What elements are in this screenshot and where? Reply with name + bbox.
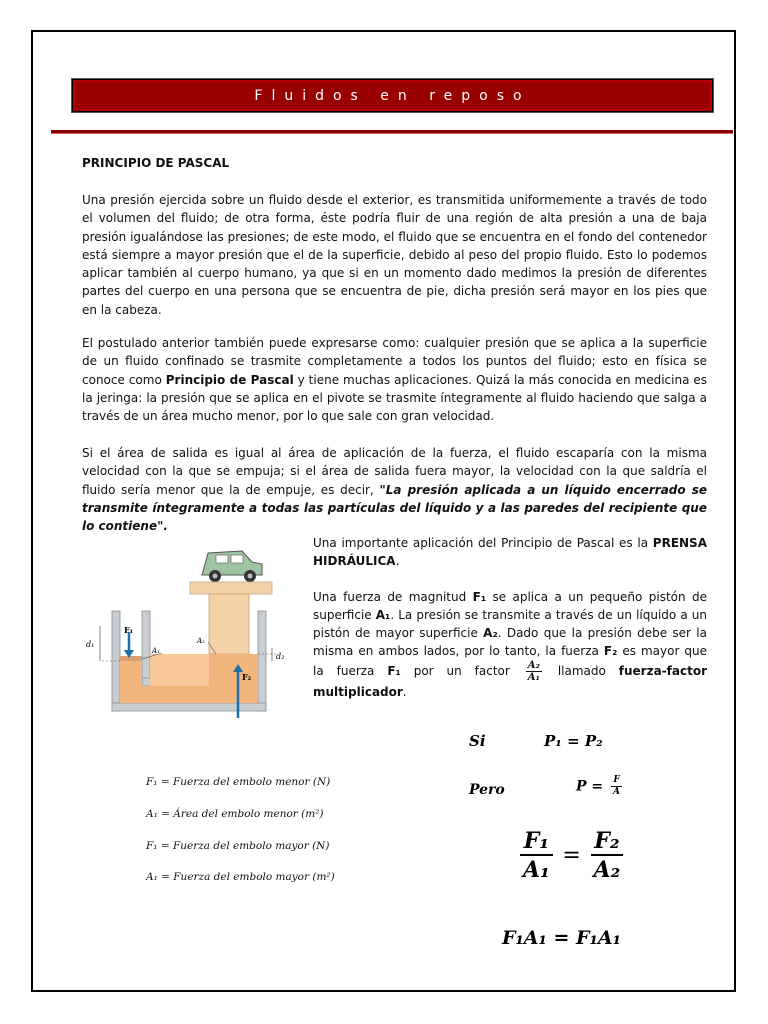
symbol-f2: F₂	[603, 644, 618, 658]
press-explanation	[313, 588, 707, 701]
pascal-principle-term: Principio de Pascal	[165, 372, 294, 387]
eq-pressure-definition	[576, 775, 625, 798]
symbol-a1: A₁	[375, 608, 391, 622]
paragraph-2-text-end: y tiene muchas aplicaciones. Quizá la más conocida en medicina es la jeringa: la presión que se aplica en el pivote se trasmite íntegramente al fluido haciendo que salga a través de un área mucho menor, por lo que sale con gran velocidad.	[82, 372, 708, 424]
symbol-a2: A₂	[483, 626, 498, 640]
eq-frac-1	[520, 828, 553, 884]
eq-frac-2	[591, 828, 624, 884]
eq-frac-2-num: F₂	[591, 828, 624, 856]
eq-p-lhs: P =	[576, 778, 604, 795]
label-a1: A₁	[152, 647, 160, 655]
label-f2: F₂	[242, 672, 252, 682]
symbol-f1: F₁	[472, 590, 487, 604]
definition-item: A₁ = Fuerza del embolo mayor (m²)	[146, 871, 335, 883]
eq-pero-label: Pero	[469, 782, 505, 798]
press-intro-end: .	[395, 554, 400, 568]
paragraph-3-text: Si el área de salida es igual al área de aplicación de la fuerza, el fluido escaparía con la misma velocidad con la que se empuja; si el área de salida fuera mayor, la velocidad con la que saldría el fluido sería menor que la de empuje, es decir,	[82, 446, 707, 497]
press-text: por un factor	[400, 664, 523, 678]
press-text: . Dado que la presión debe ser la misma en ambos lados, por lo tanto, la fuerza	[313, 626, 707, 658]
pascal-quote: "La presión aplicada a un líquido encerrado se transmite íntegramente a todas las partículas del líquido y a las paredes del recipiente que lo contiene".	[82, 482, 707, 534]
eq-ratio-equality	[520, 828, 623, 884]
label-d1: d₁	[86, 640, 95, 649]
paragraph-3	[82, 444, 707, 535]
press-text: se aplica a un pequeño pistón de superficie	[313, 590, 707, 622]
press-text: .	[402, 685, 407, 699]
eq-frac-2-den: A₂	[593, 857, 621, 883]
small-piston	[120, 656, 142, 661]
press-text: . La presión se transmite a través de un líquido a un pistón de mayor superficie	[313, 608, 708, 640]
ratio-numerator: A₂	[527, 660, 540, 671]
eq-frac-1-num: F₁	[520, 828, 553, 856]
press-text: es mayor que la fuerza	[313, 644, 707, 678]
definition-item: A₁ = Área del embolo menor (m²)	[146, 808, 324, 820]
page-title: Fluidos en reposo	[254, 88, 531, 104]
section-heading: PRINCIPIO DE PASCAL	[82, 156, 230, 170]
definition-item: F₁ = Fuerza del embolo menor (N)	[146, 776, 331, 788]
press-intro-text: Una importante aplicación del Principio de Pascal es la	[313, 536, 653, 550]
paragraph-2	[82, 334, 707, 425]
symbol-f1: F₁	[387, 664, 401, 678]
eq-f-over-a	[611, 775, 622, 798]
eq-final: F₁A₁ = F₁A₁	[502, 927, 621, 949]
press-intro	[313, 534, 707, 570]
paragraph-2-text: El postulado anterior también puede expresarse como: cualquier presión que se aplica a la superficie de un fluido confinado se trasmite completamente a todos los puntos del fluido; esto en física se conoce como	[82, 336, 707, 387]
eq-f: F	[611, 775, 622, 787]
area-ratio-fraction	[526, 660, 542, 683]
eq-frac-1-den: A₁	[523, 857, 550, 883]
large-piston	[209, 594, 249, 654]
divider-rule	[51, 130, 733, 134]
press-text: Una fuerza de magnitud	[313, 590, 473, 604]
eq-a: A	[613, 787, 620, 797]
eq-equals: =	[562, 843, 581, 868]
car-illustration	[202, 551, 262, 582]
eq-si-label: Si	[469, 732, 486, 750]
press-text: llamado	[544, 664, 619, 678]
multiplier-term: fuerza-factor multiplicador	[313, 664, 707, 699]
title-banner	[72, 79, 713, 112]
label-a2: A₂	[197, 637, 205, 645]
platform	[190, 582, 272, 594]
eq-pressure-equality: P₁ = P₂	[544, 732, 603, 750]
ratio-denominator: A₁	[527, 672, 540, 683]
definition-item: F₁ = Fuerza del embolo mayor (N)	[146, 840, 330, 852]
paragraph-1: Una presión ejercida sobre un fluido desde el exterior, es transmitida uniformemente a través de todo el volumen del fluido; de otra forma, éste podría fluir de una región de alta presión a una de baja presión igualándose las presiones; de este modo, el fluido que se encuentra en el fondo del contenedor está siempre a mayor presión que el de la superficie, debido al peso del propio fluido. Esto lo podemos aplicar también al cuerpo humano, ya que si en un momento dado medimos la presión de diferentes partes del cuerpo en una persona que se encuentra de pie, dicha presión será mayor en los pies que en la cabeza.	[82, 193, 707, 317]
hydraulic-press-term: PRENSA HIDRÁULICA	[313, 536, 707, 568]
label-f1: F₁	[124, 625, 134, 635]
label-d2: d₂	[276, 652, 285, 661]
hydraulic-press-diagram	[82, 538, 302, 723]
